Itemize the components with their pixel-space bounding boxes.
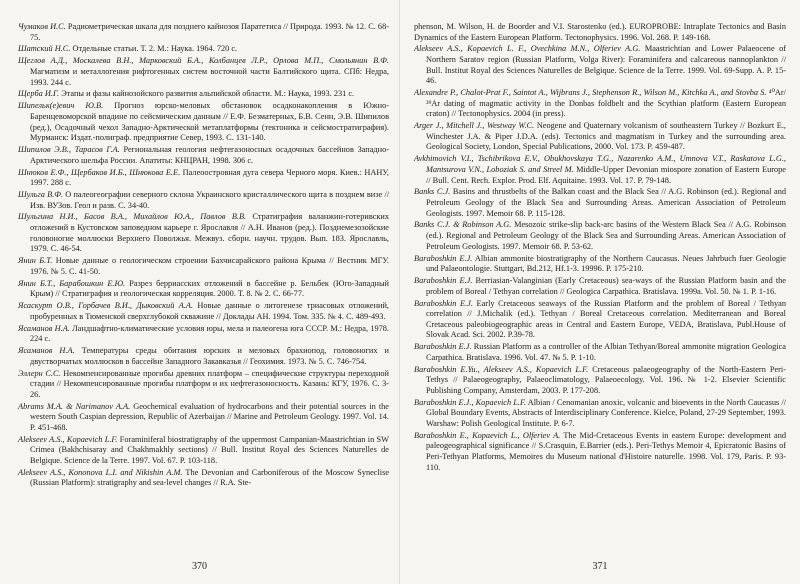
reference-entry: [18, 301, 389, 322]
reference-text: Температуры среды обитания юрских и меловых брахиопод, головоногих и двустворчатых моллюсков в бассейне Западного Закавказья // Геохимия. 1973. № 5. С. 746-754.: [30, 346, 389, 366]
reference-authors: Baraboshkin E.J., Kopaevich L.F.: [414, 397, 527, 407]
reference-text: Maastrichtian and Lower Palaeocene of Northern Saratov region (Russian Platform, Volga River): Foraminifera and calcareous nannoplankton // Bull. Institut Royal des Sciences Naturelles de Belgique. Science de la Terre. 1999. Vol. 69-Supp. A. P. 15-46.: [426, 44, 786, 86]
reference-entry: [414, 22, 786, 43]
reference-authors: Arger J., Mitchell J., Westway W.C.: [414, 121, 535, 131]
reference-text: Mesozoic strike-slip back-arc basins of the Western Black Sea // A.G. Robinson (ed.). Regional and Petroleum Geology of the Black Sea and Surrounding Areas. American Association of Petroleum Geologists. 1997. Memoir 68. P. 53-62.: [426, 220, 787, 251]
reference-authors: Alekseev A.S., Kopaevich L. F., Ovechkina M.N., Olferiev A.G.: [414, 44, 641, 54]
reference-authors: Baraboshkin E.J.: [414, 253, 473, 263]
reference-authors: Шипилов Э.В., Тарасов Г.А.: [18, 145, 120, 155]
reference-entry: [414, 398, 786, 430]
reference-authors: Чумаков И.С.: [18, 22, 66, 31]
reference-entry: [414, 431, 786, 473]
reference-authors: Banks C.J. & Robinson A.G.: [414, 220, 512, 230]
reference-authors: Шульга В.Ф.: [18, 189, 64, 199]
reference-authors: Ясаманов Н.А.: [18, 346, 75, 356]
reference-text: Middle-Upper Devonian miospore zonation of Eastern Europe // Bull. Cent. Rech. Explor. Prod. Elf. Aquitaine. 1993. Vol. 17. P. 79-148.: [426, 164, 786, 185]
reference-authors: Щерба И.Г.: [18, 89, 60, 99]
reference-entry: [18, 279, 389, 300]
reference-text: Разрез берриасских отложений в бассейне р. Бельбек (Юго-Западный Крым) // Стратиграфия и геологическая корреляция. 2000. Т. 8. № 2. С. 66-77.: [30, 278, 389, 299]
right-page: [400, 0, 800, 584]
reference-authors: Alexandre P., Chalot-Prat F., Saintot A., Wijbrans J., Stephenson R., Wilson M., Kitchka A., and Stovba S.: [414, 88, 767, 98]
reference-authors: Янин Б.Т.: [18, 256, 53, 266]
reference-authors: Шатский Н.С.: [18, 44, 71, 54]
reference-authors: Avkhimovich V.I., Tschibrikova E.V., Obukhovskaya T.G., Nazarenko A.M., Umnova V.T., Raskatova L.G., Mantsurova V.N., Loboziak S. and Streel M.: [414, 154, 786, 174]
reference-entry: [414, 121, 786, 153]
reference-text: The Mid-Cretaceous Events in eastern Europe: development and paleogeographical significance // S.Crasquin, E.Barrier (eds.). Peri-Tethys Memoir 4, Epicratonic Basins of Peri-Tethyan Platforms, Memoires du Museum national d'Histoire naturelle. 1998. Vol. 179, Paris. P. 93-110.: [426, 430, 786, 472]
reference-entry: [18, 212, 389, 254]
reference-entry: [18, 145, 389, 166]
reference-text: Foraminiferal biostratigraphy of the uppermost Campanian-Maastrichtian in SW Crimea (Bakhchisaray and Chakhmakhly sections) // Bull. Institut Royal des Sciences Naturelles de Belgique. Science de la Terre. 1997. Vol. 67. P. 103-118.: [30, 434, 389, 465]
reference-text: Новые данные о литогенезе триасовых отложений, пробуренных в Тюменской сверхглубокой скважине // Доклады АН. 1994. Том. 335. № 4. С. 489-493.: [30, 301, 389, 321]
reference-authors: Alekseev A.S., Kopaevich L.F.: [18, 434, 118, 444]
reference-authors: Шульгина Н.И., Басов В.А., Михайлов Ю.А., Павлов В.В.: [18, 212, 247, 222]
reference-authors: Baraboshkin E.J.: [414, 342, 472, 352]
reference-text: Russian Platform as a controller of the Albian Tethyan/Boreal ammonite migration Geologica Carpathica. Bratislava. 1996. Vol. 47. № 5. P. 1-10.: [426, 342, 786, 362]
reference-entry: [414, 44, 786, 86]
reference-entry: [414, 365, 786, 397]
reference-text: Этапы и фазы кайнозойского развития альпийской области. М.: Наука, 1993. 231 с.: [59, 89, 355, 99]
reference-text: Стратиграфия валанжин-готеривских отложений в Кустовском заповедном карьере г. Ярославля // А.Н. Иванов (ред.). Позднемезозойские головоногие моллюски Верхнего Поволжья. Межвуз. сборн. научн. трудов. Вып. 183. Ярославль, 1979. С. 46-54.: [30, 212, 389, 254]
reference-entry: [18, 101, 389, 143]
reference-text: Cretaceous palaeogeography of the North-Eastern Peri-Tethys // Palaeogeography, Palaeoclimatology, Palaeoecology. Vol. 196. № 1-2. Elsevier Scientific Publishing Company, Amsterdam, 2003. P. 177-208.: [426, 364, 786, 395]
reference-authors: Alekseev A.S., Kononova L.I. and Nikishin A.M.: [18, 467, 183, 477]
page-number-left: 370: [192, 561, 207, 572]
reference-text: Basins and thrustbelts of the Balkan coast and the Black Sea // A.G. Robinson (ed.). Regional and Petroleum Geology of the Black Sea and Surrounding Areas. American Association of Petroleum Geologists. 1997. Memoir 68. P. 115-128.: [426, 187, 787, 218]
reference-text: Палеоостровная дуга севера Черного моря. Киев.: НАНУ, 1997. 288 с.: [30, 167, 389, 188]
reference-entry: [414, 220, 786, 252]
reference-text: Early Cretaceous seaways of the Russian Platform and the problem of Boreal / Tethyan correlation // J.Michalik (ed.). Tethyan / Boreal Cretaceous correlation. Mediterranean and Boreal Cretaceous paleobiogeographic areas in Central and Eastern Europe, VEDA, Bratislava, Publ.House of Slovak Acad. Sci. 2002. P.39-78.: [426, 298, 786, 340]
reference-text: ⁴⁰Ar/³⁹Ar dating of magmatic activity in the Donbas foldbelt and the Scythian platform (Eastern European craton) // Tectonophysics. 2004 (in press).: [426, 88, 786, 119]
reference-text: О палеогеографии северного склона Украинского кристаллического щита в позднем визе // Изв. ВУЗов. Геол и разв. С. 34-40.: [30, 189, 389, 210]
reference-text: Магматизм и металлогения рифтогенных систем восточной части Балтийского щита. СПб: Недра, 1993. 244 с.: [30, 66, 389, 87]
reference-text: Albian / Cenomanian anoxic, volcanic and bioevents in the North Caucasus // Global Boundary Events, Abstracts of Interdisciplinary Conference. Kielce, Poland, 27-29 September, 1993. Warshaw: Polish Geological Institute. P. 6-7.: [426, 397, 786, 428]
reference-authors: Эллерн С.С.: [18, 368, 61, 378]
reference-text: Berriasian-Valanginian (Early Cretaceous) sea-ways of the Russian Platform basin and the problem of Boreal / Tethyan correlation // Geologica Carpathica. Bratislava. 1999a. Vol. 50. № 1. P. 1-16.: [426, 276, 786, 296]
reference-text: The Devonian and Carboniferous of the Moscow Syneclise (Russian Platform): stratigraphy and sea-level changes // R.A. Ste-: [30, 467, 390, 488]
reference-entry: [18, 22, 389, 43]
reference-entry: [18, 402, 389, 434]
reference-entry: [18, 89, 389, 100]
reference-entry: [18, 346, 389, 367]
reference-entry: [18, 435, 389, 467]
reference-text: Некомпенсированные прогибы древних платформ – специфические структуры переходной стадии // Некомпенсированные прогибы платформ и их нефтегазоносность. Казань: КГУ, 1976. С. 3-26.: [30, 368, 389, 399]
reference-entry: [414, 154, 786, 186]
reference-entry: [18, 56, 389, 88]
reference-entry: [18, 468, 389, 489]
reference-text: Радиометрическая шкала для позднего кайнозоя Паратетиса // Природа. 1993. № 12. С. 68-75.: [30, 22, 389, 42]
reference-authors: Abrams M.A. & Narimanov A.A.: [18, 401, 131, 411]
reference-entry: [414, 254, 786, 275]
reference-authors: Ясаскурт О.В., Горбачев В.И., Дыковский А.А.: [18, 301, 194, 311]
reference-text: phenson, M. Wilson, H. de Boorder and V.I. Starostenko (ed.). EUROPROBE: Intraplate Tectonics and Basin Dynamics of the Eastern European Platform. Tectonophysics. 1996. Vol. 268. P. 149-168.: [414, 22, 786, 42]
reference-text: Albian ammonite biostratigraphy of the Northern Caucasus. Neues Jahrbuch fuer Geologie und Palaeontologie. Stuttgart, Bd.212, Hf.1-3. 19996. P. 175-210.: [426, 253, 786, 274]
reference-authors: Шнюков Е.Ф., Щербаков И.Б., Шнюкова Е.Е.: [18, 167, 181, 177]
reference-list-left: [18, 22, 389, 489]
reference-authors: Baraboshkin E.J.: [414, 276, 473, 286]
reference-list-right: [414, 22, 786, 473]
reference-entry: [414, 276, 786, 297]
reference-entry: [18, 44, 389, 55]
reference-text: Прогноз юрско-меловых обстановок осадконакопления в Южно-Баренцевоморской впадине по сейсмическим данным // Е.Ф. Безматерных, Б.В. Сенн, Э.В. Шипилов (ред.), Осадочный чехол Западно-Арктической метаплатформы (тектоника и сейсмостратиграфия). Мурманск: Издат.-полиграф. предприятие Север, 1993. С. 131-140.: [30, 101, 390, 143]
reference-text: Ландшафтно-климатические условия юры, мела и палеогена юга СССР. М.: Недра, 1978. 224 с.: [30, 323, 389, 344]
reference-authors: Baraboshkin E.Yu., Alekseev A.S., Kopaevich L.F.: [414, 364, 589, 374]
reference-entry: [414, 187, 786, 219]
reference-authors: Baraboshkin E.J.: [414, 298, 473, 308]
reference-text: Geochemical evaluation of hydrocarbons and their potential sources in the western South Caspian depression, Republic of Azerbaijan // Marine and Petroleum Geology. 1997. Vol. 14. P. 451-468.: [30, 401, 389, 432]
reference-entry: [414, 342, 786, 363]
reference-authors: Baraboshkin E., Kopaevich L., Olferiev A.: [414, 430, 561, 440]
reference-text: Neogene and Quaternary volcanism of southeastern Turkey // Bozkurt E., Winchester J.A. & Piper J.D.A. (eds). Tectonics and magmatism in Turkey and the surrounding area. Geological Society, London, Special Publications, 2000. Vol. 173. P. 459-487.: [426, 121, 786, 152]
reference-entry: [18, 190, 389, 211]
reference-entry: [18, 168, 389, 189]
page-number-right: 371: [592, 561, 608, 572]
reference-authors: Щеглов А.Д., Москалева В.Н., Марковский Б.А., Колбанцев Л.Р., Орлова М.П., Смольянин В.Ф.: [18, 56, 389, 66]
reference-authors: Ясаманов Н.А.: [18, 323, 70, 333]
reference-entry: [18, 256, 389, 277]
reference-text: Региональная геология нефтегазоносных осадочных бассейнов Западно-Арктического шельфа России. Апатиты: КНЦРАН, 1998. 306 с.: [30, 145, 389, 165]
reference-entry: [18, 324, 389, 345]
reference-text: Новые данные о геологическом строении Бахчисарайского района Крыма // Вестник МГУ. 1976. № 5. С. 41-50.: [30, 256, 390, 276]
reference-authors: Шипельк(е)евич Ю.В.: [18, 101, 104, 111]
reference-authors: Янин Б.Т., Барабошкин Е.Ю.: [18, 278, 126, 288]
reference-text: Отдельные статьи. Т. 2. М.: Наука. 1964. 720 с.: [70, 44, 238, 54]
reference-entry: [18, 369, 389, 401]
reference-entry: [414, 299, 786, 341]
reference-entry: [414, 88, 786, 120]
reference-authors: Banks C.J.: [414, 187, 451, 197]
